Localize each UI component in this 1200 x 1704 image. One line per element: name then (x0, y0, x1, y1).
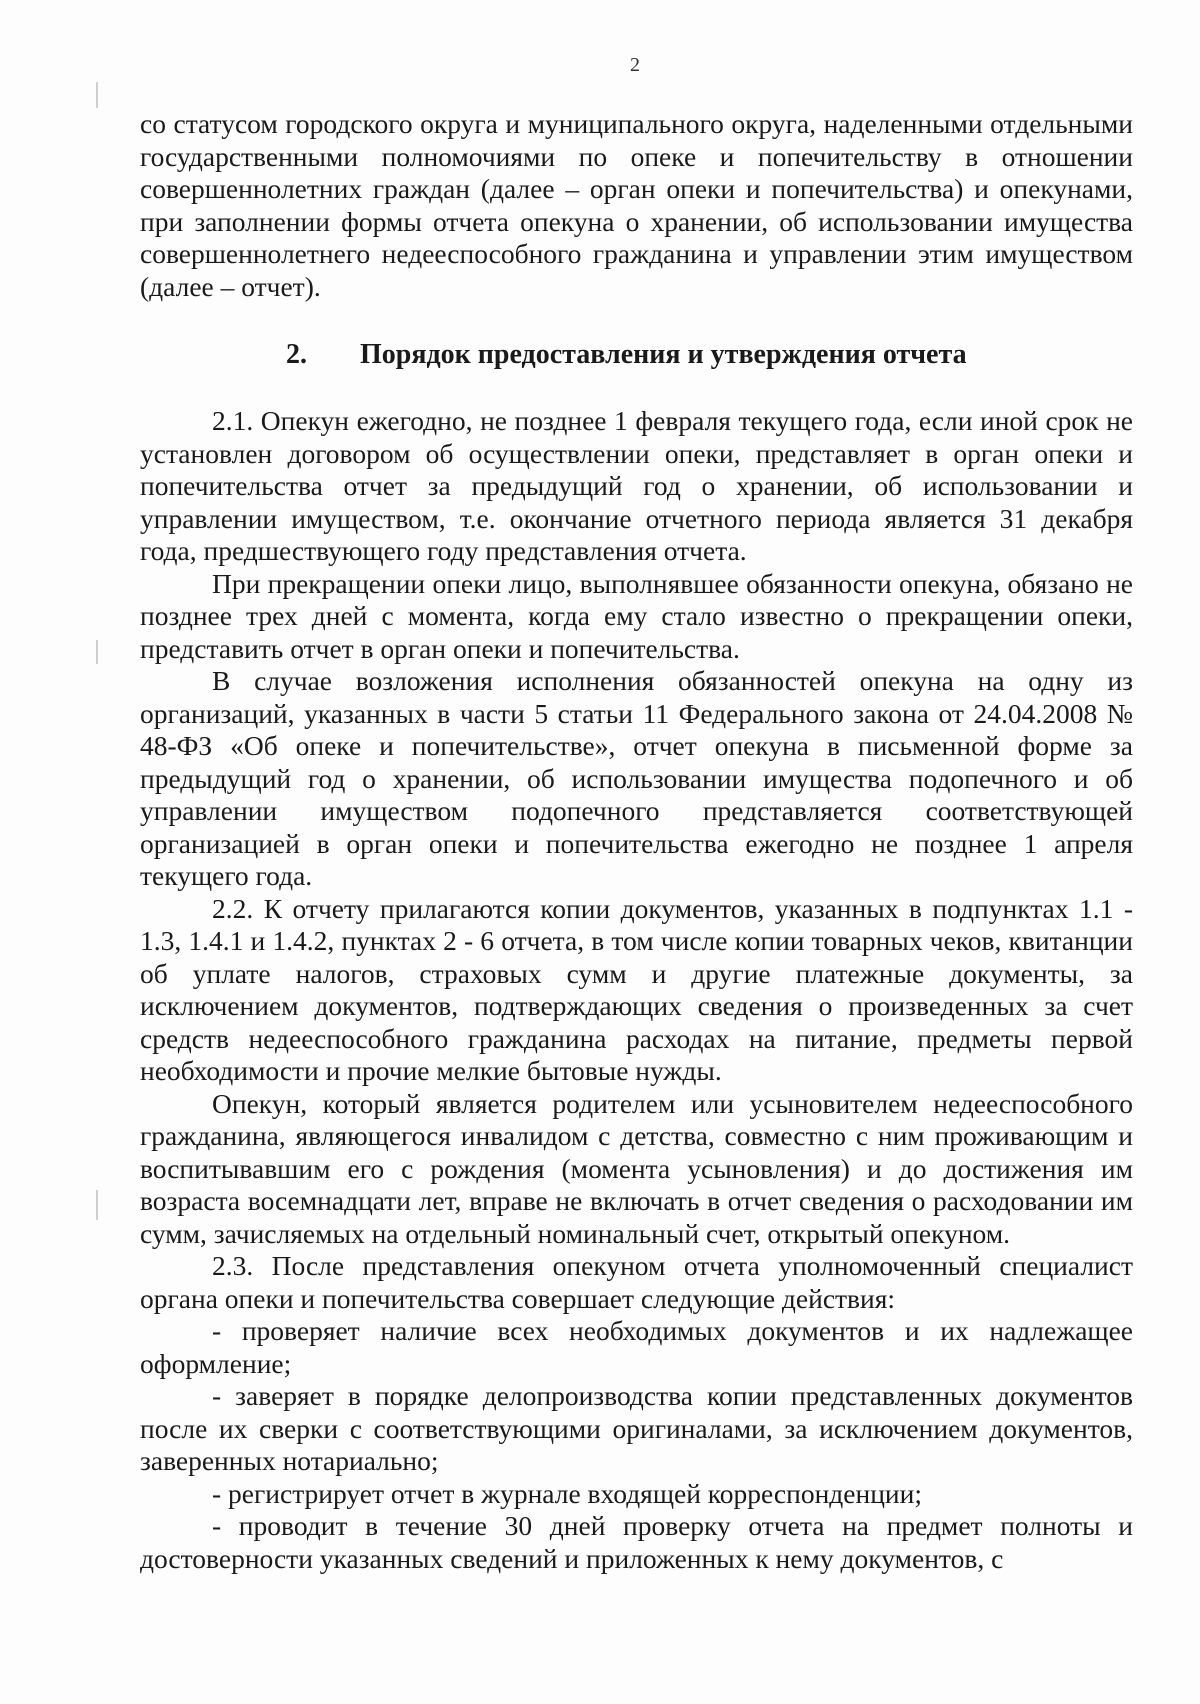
scan-margin-mark (96, 640, 98, 664)
section-title: Порядок предоставления и утверждения отчета (360, 339, 967, 370)
list-item-certify-copies: - заверяет в порядке делопроизводства копии представленных документов после их сверки с соответствующими оригиналами, за исключением документов, заверенных нотариально; (140, 1380, 1133, 1476)
page-number: 2 (630, 54, 640, 76)
intro-paragraph-block (140, 108, 1133, 303)
paragraph-2-3: 2.3. После представления опекуном отчета уполномоченный специалист органа опеки и попечительства совершает следующие действия: (140, 1250, 1133, 1314)
scan-margin-mark (96, 1190, 98, 1220)
paragraph-2-2: 2.2. К отчету прилагаются копии документов, указанных в подпунктах 1.1 - 1.3, 1.4.1 и 1.4.2, пунктах 2 - 6 отчета, в том числе копии товарных чеков, квитанции об уплате налогов, страховых сумм и другие платежные документы, за исключением документов, подтверждающих сведения о произведенных за счет средств недееспособного гражданина расходах на питание, предметы первой необходимости и прочие мелкие бытовые нужды. (140, 892, 1133, 1086)
paragraph-termination: При прекращении опеки лицо, выполнявшее обязанности опекуна, обязано не позднее трех дней с момента, когда ему стало известно о прекращении опеки, представить отчет в орган опеки и попечительства. (140, 567, 1133, 664)
list-item-verify-report: - проводит в течение 30 дней проверку отчета на предмет полноты и достоверности указанных сведений и приложенных к нему документов, с (140, 1510, 1133, 1574)
paragraph-2-1: 2.1. Опекун ежегодно, не позднее 1 февраля текущего года, если иной срок не установлен договором об осуществлении опеки, представляет в орган опеки и попечительства отчет за предыдущий год о хранении, об использовании и управлении имуществом, т.е. окончание отчетного периода является 31 декабря года, предшествующего году представления отчета. (140, 405, 1133, 566)
list-item-register-report: - регистрирует отчет в журнале входящей корреспонденции; (212, 1477, 923, 1509)
paragraph-organization: В случае возложения исполнения обязанностей опекуна на одну из организаций, указанных в части 5 статьи 11 Федерального закона от 24.04.2008 № 48-ФЗ «Об опеке и попечительстве», отчет опекуна в письменной форме за предыдущий год о хранении, об использовании имущества подопечного и об управлении имуществом подопечного представляется соответствующей организацией в орган опеки и попечительства ежегодно не позднее 1 апреля текущего года. (140, 665, 1133, 891)
section-body (140, 405, 1133, 1575)
intro-paragraph: со статусом городского округа и муниципального округа, наделенными отдельными государственными полномочиями по опеке и попечительству в отношении совершеннолетних граждан (далее – орган опеки и попечительства) и опекунами, при заполнении формы отчета опекуна о хранении, об использовании имущества совершеннолетнего недееспособного гражданина и управлении этим имуществом (далее – отчет). (140, 108, 1133, 302)
scan-margin-mark (96, 82, 98, 108)
paragraph-parent-guardian: Опекун, который является родителем или усыновителем недееспособного гражданина, являющегося инвалидом с детства, совместно с ним проживающим и воспитывавшим его с рождения (момента усыновления) и до достижения им возраста восемнадцати лет, вправе не включать в отчет сведения о расходовании им сумм, зачисляемых на отдельный номинальный счет, открытый опекуном. (140, 1087, 1133, 1249)
section-number: 2. (286, 339, 307, 370)
list-item-check-documents: - проверяет наличие всех необходимых документов и их надлежащее оформление; (140, 1315, 1133, 1379)
